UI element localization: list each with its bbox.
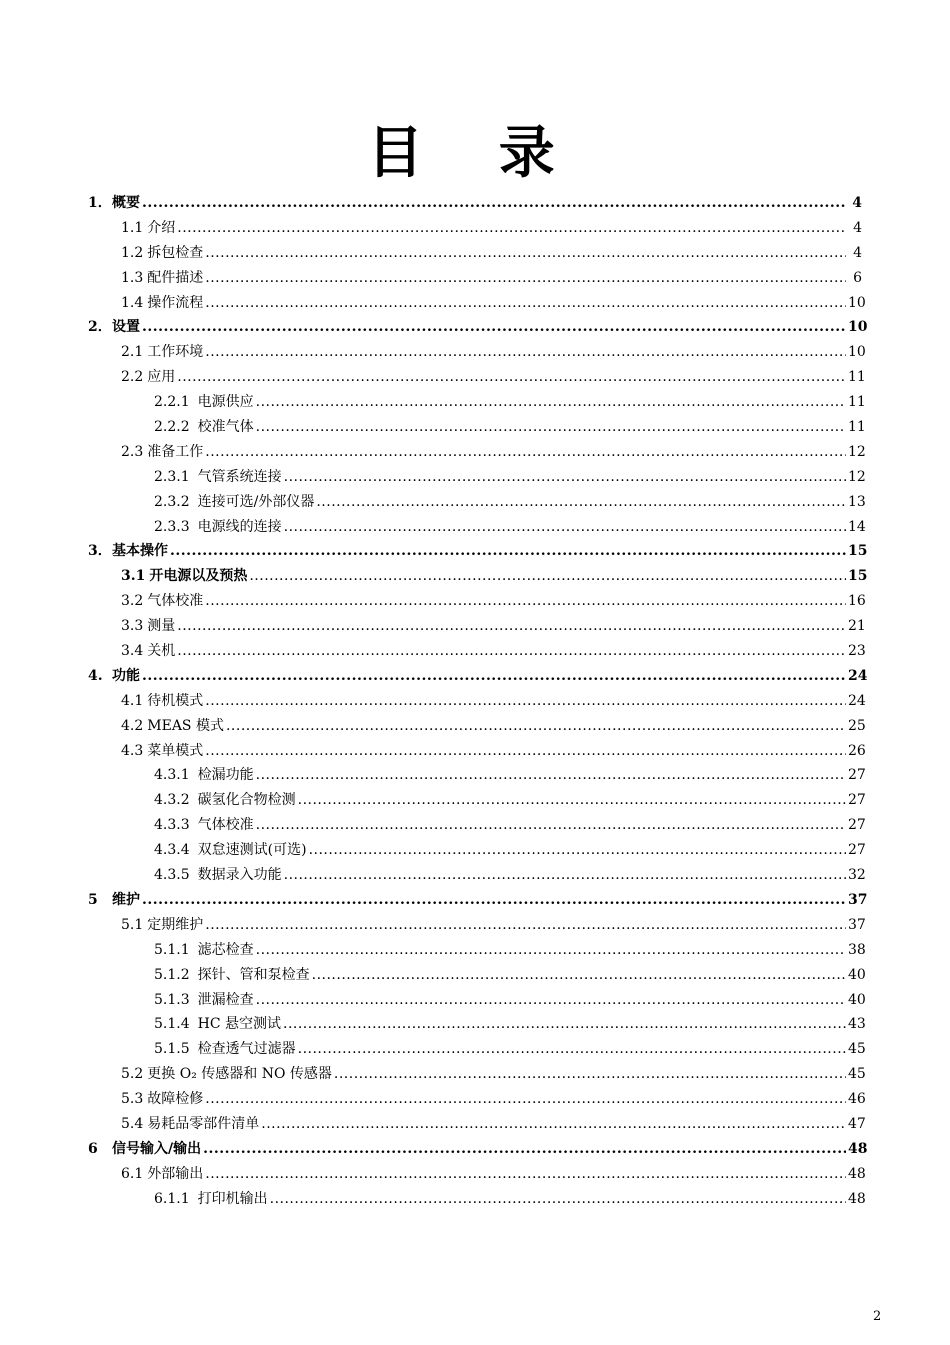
- toc-entry-page: 10: [848, 344, 866, 361]
- toc-entry-number: 2.2.1: [154, 394, 190, 411]
- toc-entry-page: 11: [848, 369, 866, 386]
- page-title: 目 录: [367, 120, 583, 186]
- toc-leader-dots: [256, 813, 846, 838]
- table-of-contents: [88, 191, 868, 1212]
- toc-entry-page: 6: [853, 269, 862, 286]
- toc-entry-page: 13: [848, 493, 866, 510]
- toc-entry-number: 5.1: [121, 916, 144, 933]
- toc-entry-label: 泄漏检查: [197, 991, 254, 1008]
- toc-entry[interactable]: [88, 963, 866, 988]
- toc-entry[interactable]: [88, 291, 866, 316]
- toc-leader-dots: [284, 515, 846, 540]
- toc-entry-page: 45: [848, 1041, 866, 1058]
- toc-entry-page: 48: [848, 1140, 868, 1157]
- toc-entry[interactable]: [88, 1012, 866, 1037]
- toc-entry-page: 40: [848, 991, 866, 1008]
- toc-leader-dots: [205, 913, 846, 938]
- toc-entry[interactable]: [88, 365, 866, 390]
- toc-entry-label: 检查透气过滤器: [197, 1041, 296, 1058]
- toc-entry-label: 双怠速测试(可选): [197, 842, 307, 859]
- toc-entry-number: 5.4: [121, 1115, 144, 1132]
- toc-leader-dots: [256, 390, 846, 415]
- toc-entry[interactable]: [88, 863, 866, 888]
- toc-entry-number: 3.3: [121, 618, 144, 635]
- toc-entry[interactable]: [88, 465, 866, 490]
- toc-entry-number: 2.3.3: [154, 518, 190, 535]
- toc-entry[interactable]: [88, 1137, 868, 1162]
- toc-entry[interactable]: [88, 216, 862, 241]
- toc-entry-label: 气管系统连接: [197, 468, 282, 485]
- toc-entry-label: 介绍: [147, 219, 176, 236]
- toc-entry-number: 5.1.2: [154, 966, 190, 983]
- toc-leader-dots: [270, 1187, 846, 1212]
- toc-entry-page: 23: [848, 643, 866, 660]
- toc-entry-number: 4.: [88, 667, 103, 684]
- toc-entry[interactable]: [88, 589, 866, 614]
- toc-entry-number: 6: [88, 1140, 98, 1157]
- toc-entry[interactable]: [88, 988, 866, 1013]
- toc-entry-label: 基本操作: [112, 543, 168, 560]
- toc-entry-page: 32: [848, 867, 866, 884]
- toc-entry-number: 6.1: [121, 1165, 144, 1182]
- toc-entry-page: 27: [848, 767, 866, 784]
- toc-leader-dots: [205, 1087, 846, 1112]
- toc-entry-number: 4.3: [121, 742, 144, 759]
- toc-entry-label: 配件描述: [147, 269, 204, 286]
- toc-entry-label: 更换 O₂ 传感器和 NO 传感器: [147, 1066, 332, 1083]
- toc-leader-dots: [298, 1037, 846, 1062]
- toc-entry-number: 5: [88, 891, 98, 908]
- toc-entry-label: 探针、管和泵检查: [197, 966, 310, 983]
- toc-leader-dots: [312, 963, 846, 988]
- toc-leader-dots: [256, 763, 846, 788]
- toc-entry-label: 待机模式: [147, 692, 204, 709]
- toc-leader-dots: [205, 266, 846, 291]
- toc-entry-label: 电源供应: [197, 394, 254, 411]
- toc-entry[interactable]: [88, 1187, 866, 1212]
- toc-entry-number: 1.2: [121, 244, 144, 261]
- toc-entry-page: 27: [848, 792, 866, 809]
- toc-entry-number: 2.2: [121, 369, 144, 386]
- toc-entry-page: 26: [848, 742, 866, 759]
- toc-entry-page: 46: [848, 1091, 866, 1108]
- toc-entry-number: 5.1.1: [154, 941, 190, 958]
- toc-entry-number: 2.3: [121, 443, 144, 460]
- toc-leader-dots: [284, 863, 846, 888]
- toc-entry[interactable]: [88, 888, 868, 913]
- toc-entry-label: 电源线的连接: [197, 518, 282, 535]
- toc-leader-dots: [256, 415, 846, 440]
- toc-entry[interactable]: [88, 515, 866, 540]
- toc-entry[interactable]: [88, 664, 868, 689]
- toc-entry-page: 4: [853, 219, 862, 236]
- toc-entry[interactable]: [88, 241, 862, 266]
- toc-entry-number: 4.3.4: [154, 842, 190, 859]
- toc-leader-dots: [205, 440, 846, 465]
- toc-entry[interactable]: [88, 440, 866, 465]
- toc-entry-label: 检漏功能: [197, 767, 254, 784]
- toc-entry[interactable]: [88, 938, 866, 963]
- toc-entry-label: MEAS 模式: [147, 717, 224, 734]
- toc-entry[interactable]: [88, 714, 866, 739]
- toc-entry-page: 21: [848, 618, 866, 635]
- toc-entry-number: 5.3: [121, 1091, 144, 1108]
- toc-entry-page: 25: [848, 717, 866, 734]
- toc-entry-label: 维护: [112, 891, 140, 908]
- toc-entry-page: 27: [848, 842, 866, 859]
- toc-leader-dots: [298, 788, 846, 813]
- toc-leader-dots: [249, 564, 846, 589]
- toc-entry[interactable]: [88, 539, 868, 564]
- toc-entry-page: 24: [848, 692, 866, 709]
- toc-entry[interactable]: [88, 788, 866, 813]
- toc-entry-label: 开电源以及预热: [149, 568, 248, 585]
- toc-entry-label: 信号输入/输出: [112, 1140, 202, 1157]
- toc-entry-number: 4.3.5: [154, 867, 190, 884]
- toc-entry-number: 4.3.3: [154, 817, 190, 834]
- toc-entry-label: 准备工作: [147, 443, 204, 460]
- toc-entry-page: 16: [848, 593, 866, 610]
- toc-leader-dots: [177, 365, 846, 390]
- toc-entry-page: 14: [848, 518, 866, 535]
- toc-entry[interactable]: [88, 490, 866, 515]
- toc-leader-dots: [203, 1137, 846, 1162]
- toc-entry-label: 功能: [112, 667, 140, 684]
- toc-entry-page: 48: [848, 1190, 866, 1207]
- toc-entry[interactable]: [88, 1062, 866, 1087]
- toc-entry-label: 气体校准: [197, 817, 254, 834]
- toc-leader-dots: [256, 938, 846, 963]
- toc-entry[interactable]: [88, 415, 866, 440]
- toc-entry[interactable]: [88, 639, 866, 664]
- toc-leader-dots: [309, 838, 846, 863]
- toc-entry-number: 6.1.1: [154, 1190, 190, 1207]
- toc-entry[interactable]: [88, 614, 866, 639]
- toc-entry-label: 连接可选/外部仪器: [197, 493, 315, 510]
- toc-leader-dots: [284, 465, 846, 490]
- toc-entry-label: 数据录入功能: [197, 867, 282, 884]
- toc-entry[interactable]: [88, 689, 866, 714]
- toc-entry-label: 气体校准: [147, 593, 204, 610]
- toc-entry-label: 易耗品零部件清单: [147, 1115, 260, 1132]
- toc-entry-label: 故障检修: [147, 1091, 204, 1108]
- toc-entry-number: 2.3.1: [154, 468, 190, 485]
- toc-entry-page: 15: [848, 543, 868, 560]
- toc-entry-label: 关机: [147, 643, 176, 660]
- toc-entry[interactable]: [88, 1162, 866, 1187]
- toc-entry-number: 3．: [88, 543, 112, 560]
- toc-entry-page: 45: [848, 1066, 866, 1083]
- toc-entry[interactable]: [88, 390, 866, 415]
- toc-entry[interactable]: [88, 763, 866, 788]
- toc-leader-dots: [177, 216, 846, 241]
- toc-leader-dots: [256, 988, 846, 1013]
- page-number: 2: [873, 1309, 882, 1324]
- toc-entry-page: 47: [848, 1115, 866, 1132]
- toc-leader-dots: [177, 639, 846, 664]
- toc-leader-dots: [205, 1162, 846, 1187]
- toc-entry-label: 外部输出: [147, 1165, 204, 1182]
- toc-leader-dots: [142, 888, 846, 913]
- toc-entry[interactable]: [88, 315, 868, 340]
- toc-leader-dots: [142, 191, 846, 216]
- toc-leader-dots: [316, 490, 846, 515]
- toc-entry-label: 滤芯检查: [197, 941, 254, 958]
- toc-entry-number: 1.3: [121, 269, 144, 286]
- toc-entry[interactable]: [88, 913, 866, 938]
- toc-entry-page: 4: [853, 244, 862, 261]
- toc-entry[interactable]: [88, 813, 866, 838]
- toc-leader-dots: [142, 315, 846, 340]
- toc-entry-number: 3.1: [121, 568, 146, 585]
- toc-entry-label: 打印机输出: [197, 1190, 268, 1207]
- toc-entry-number: 5.2: [121, 1066, 144, 1083]
- toc-leader-dots: [205, 241, 846, 266]
- toc-entry-label: 操作流程: [147, 294, 204, 311]
- toc-entry[interactable]: [88, 1112, 866, 1137]
- toc-entry-label: 校准气体: [197, 419, 254, 436]
- toc-leader-dots: [283, 1012, 846, 1037]
- toc-entry-number: 1.1: [121, 219, 144, 236]
- toc-leader-dots: [261, 1112, 846, 1137]
- toc-entry-page: 10: [848, 294, 866, 311]
- toc-entry-page: 10: [848, 319, 868, 336]
- toc-entry-number: 1．: [88, 195, 112, 211]
- toc-entry-number: 4.3.1: [154, 767, 190, 784]
- toc-entry-page: 37: [848, 891, 868, 908]
- toc-entry-label: HC 悬空测试: [197, 1016, 281, 1033]
- toc-entry-page: 40: [848, 966, 866, 983]
- toc-entry[interactable]: [88, 266, 862, 291]
- toc-entry[interactable]: [88, 191, 862, 216]
- toc-entry-page: 12: [848, 443, 866, 460]
- toc-entry-page: 4: [852, 195, 862, 211]
- toc-leader-dots: [170, 539, 846, 564]
- toc-entry[interactable]: [88, 564, 868, 589]
- toc-entry-label: 拆包检查: [147, 244, 204, 261]
- toc-entry[interactable]: [88, 739, 866, 764]
- toc-entry[interactable]: [88, 1087, 866, 1112]
- toc-entry-number: 2.1: [121, 344, 144, 361]
- toc-leader-dots: [177, 614, 846, 639]
- toc-entry[interactable]: [88, 1037, 866, 1062]
- toc-entry-number: 3.4: [121, 643, 144, 660]
- toc-entry-page: 24: [848, 667, 868, 684]
- toc-entry-label: 测量: [147, 618, 176, 635]
- toc-entry-number: 4.2: [121, 717, 144, 734]
- toc-entry-page: 43: [848, 1016, 866, 1033]
- toc-entry-label: 定期维护: [147, 916, 204, 933]
- toc-leader-dots: [205, 739, 846, 764]
- toc-entry-number: 2.2.2: [154, 419, 190, 436]
- toc-entry-number: 2.3.2: [154, 493, 190, 510]
- toc-entry-label: 设置: [112, 319, 140, 336]
- toc-entry[interactable]: [88, 838, 866, 863]
- toc-leader-dots: [205, 589, 846, 614]
- toc-entry[interactable]: [88, 340, 866, 365]
- toc-entry-number: 2．: [88, 319, 112, 336]
- toc-entry-number: 5.1.4: [154, 1016, 190, 1033]
- toc-leader-dots: [142, 664, 846, 689]
- toc-entry-page: 38: [848, 941, 866, 958]
- toc-entry-number: 4.3.2: [154, 792, 190, 809]
- toc-entry-page: 27: [848, 817, 866, 834]
- toc-entry-page: 11: [848, 419, 866, 436]
- toc-entry-page: 11: [848, 394, 866, 411]
- toc-entry-page: 37: [848, 916, 866, 933]
- toc-entry-label: 工作环境: [147, 344, 204, 361]
- toc-leader-dots: [205, 291, 846, 316]
- toc-entry-page: 48: [848, 1165, 866, 1182]
- toc-entry-page: 15: [848, 568, 868, 585]
- toc-entry-number: 1.4: [121, 294, 144, 311]
- toc-entry-label: 碳氢化合物检测: [197, 792, 296, 809]
- toc-leader-dots: [205, 340, 846, 365]
- toc-entry-page: 12: [848, 468, 866, 485]
- toc-entry-label: 应用: [147, 369, 176, 386]
- toc-leader-dots: [205, 689, 846, 714]
- toc-leader-dots: [334, 1062, 846, 1087]
- toc-entry-number: 3.2: [121, 593, 144, 610]
- toc-entry-number: 5.1.3: [154, 991, 190, 1008]
- toc-entry-number: 5.1.5: [154, 1041, 190, 1058]
- toc-entry-number: 4.1: [121, 692, 144, 709]
- toc-entry-label: 概要: [112, 195, 140, 211]
- toc-entry-label: 菜单模式: [147, 742, 204, 759]
- toc-leader-dots: [226, 714, 846, 739]
